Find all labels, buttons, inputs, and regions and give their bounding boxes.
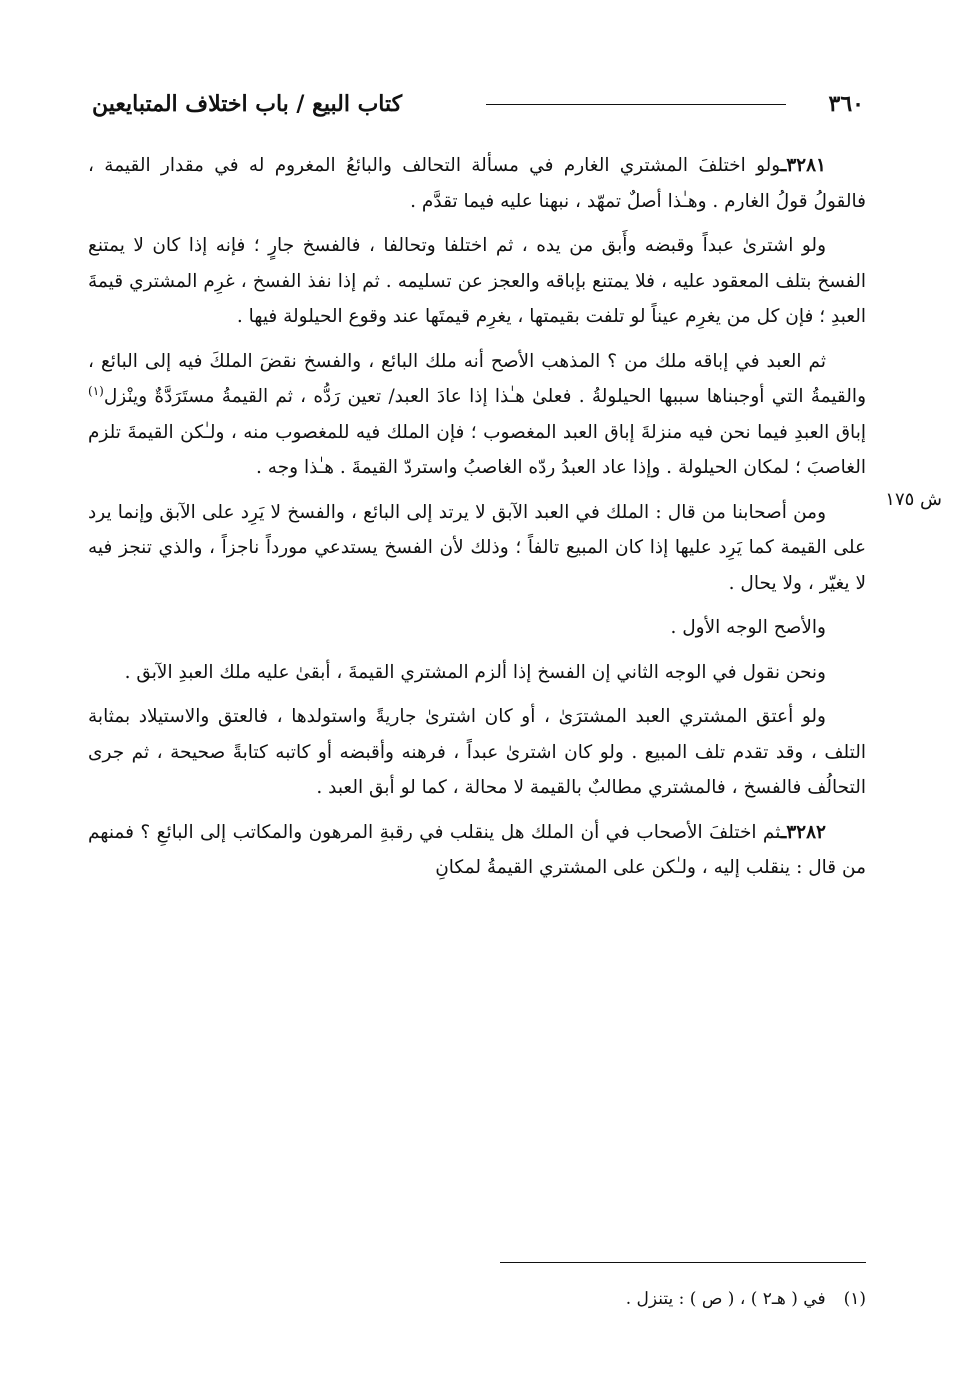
paragraph-text: ولو اشترىٰ عبداً وقبضه وأَبق من يده ، ثم اختلفا وتحالفا ، فالفسخ جارٍ ؛ فإنه إذا كان لا يمتنع الفسخ بتلف المعقود عليه ، فلا يمتنع بإباقه والعجز عن تسليمه . ثم إذا نفذ الفسخ ، غرِم المشتري قيمةَ العبدِ ؛ فإن كل من يغرِم عيناً لو تلفت بقيمتها ، يغرِم قيمتَها عند وقوع الحيلولة فيها . [88, 235, 866, 327]
paragraph-text: ونحن نقول في الوجه الثاني إن الفسخ إذا ألزم المشتري القيمةَ ، أبقىٰ عليه ملك العبدِ الآبق . [124, 661, 826, 683]
paragraph [88, 344, 866, 486]
paragraph [88, 610, 866, 646]
paragraph-3281 [88, 148, 866, 219]
main-text [88, 148, 866, 895]
footnote-text: في ( هـ٢ ) ، ( ص ) : يتنزل . [625, 1289, 826, 1309]
paragraph-text: ثم العبد في إباقه ملك من ؟ المذهب الأصح أنه ملك البائع ، والفسخ نقضَ الملكَ فيه إلى البائع ، والقيمةُ التي أوجبناها سببها الحيلولةُ . فعلىٰ هـٰذا إذا عادَ العبد/ تعين رَدُّه ، ثم القيمةُ مستَرَدَّةٌ وينْزل [88, 350, 866, 407]
entry-number: ٣٢٨٢ـ [780, 821, 826, 843]
paragraph [88, 495, 866, 602]
header-rule [486, 104, 786, 105]
paragraph-text: إباق العبدِ فيما نحن فيه منزلةَ إباق العبد المغصوب ؛ فإن الملك فيه للمغصوب منه ، ولـٰكن القيمةَ تلزم الغاصبَ ؛ لمكان الحيلولة . وإذا عاد العبدُ ردّه الغاصبُ واستردّ القيمةَ . هـٰذا وجه . [88, 421, 866, 478]
paragraph-text: ولو أعتق المشتري العبد المشترَىٰ ، أو كان اشترىٰ جاريةً واستولدها ، فالعتق والاستيلاد بمثابة التلف ، وقد تقدم تلف المبيع . ولو كان اشترىٰ عبداً ، فرهنه وأقبضه أو كاتبه كتابةً صحيحة ، ثم جرى التحالُف فالفسخ ، فالمشتري مطالبٌ بالقيمة لا محالة ، كما لو أبق العبد . [88, 706, 866, 798]
paragraph-text: ومن أصحابنا من قال : الملك في العبد الآبق لا يرتد إلى البائع ، والفسخ لا يَرِد على الآبق وإنما يرد على القيمة كما يَرِد عليها إذا كان المبيع تالفاً ؛ وذلك لأن الفسخ يستدعي مورداً ناجزاً ، والذي تنجز فيه لا يغيّر ، ولا يحال . [88, 501, 866, 594]
footnote-number: (١) [843, 1289, 866, 1309]
page-number: ٣٦٠ [828, 91, 864, 117]
paragraph [88, 228, 866, 335]
paragraph-text: ولو اختلفَ المشتري الغارم في مسألة التحالف والبائعُ المغروم له في مقدار القيمة ، فالقولُ قولُ الغارم . وهـٰذا أصلٌ تمهّد ، نبهنا عليه فيما تقدَّم . [88, 155, 866, 212]
margin-manuscript-folio: ش ١٧٥ [885, 489, 942, 510]
paragraph [88, 699, 866, 806]
paragraph-text: والأصح الوجه الأول . [670, 617, 826, 638]
footnote [200, 1284, 866, 1314]
paragraph-text: ثم اختلفَ الأصحاب في أن الملك هل ينقلب في رقبةِ المرهون والمكاتب إلى البائعِ ؟ فمنهم من قال : ينقلب إليه ، ولـٰكن على المشتري القيمةُ لمكانِ [88, 821, 866, 878]
paragraph-3282 [88, 815, 866, 886]
running-title: كتاب البيع / باب اختلاف المتبايعين [92, 91, 403, 117]
page-header [92, 86, 864, 122]
entry-number: ٣٢٨١ـ [780, 155, 826, 176]
footnote-separator [500, 1262, 866, 1263]
paragraph [88, 655, 866, 691]
footnote-reference[interactable]: (١) [88, 383, 104, 398]
